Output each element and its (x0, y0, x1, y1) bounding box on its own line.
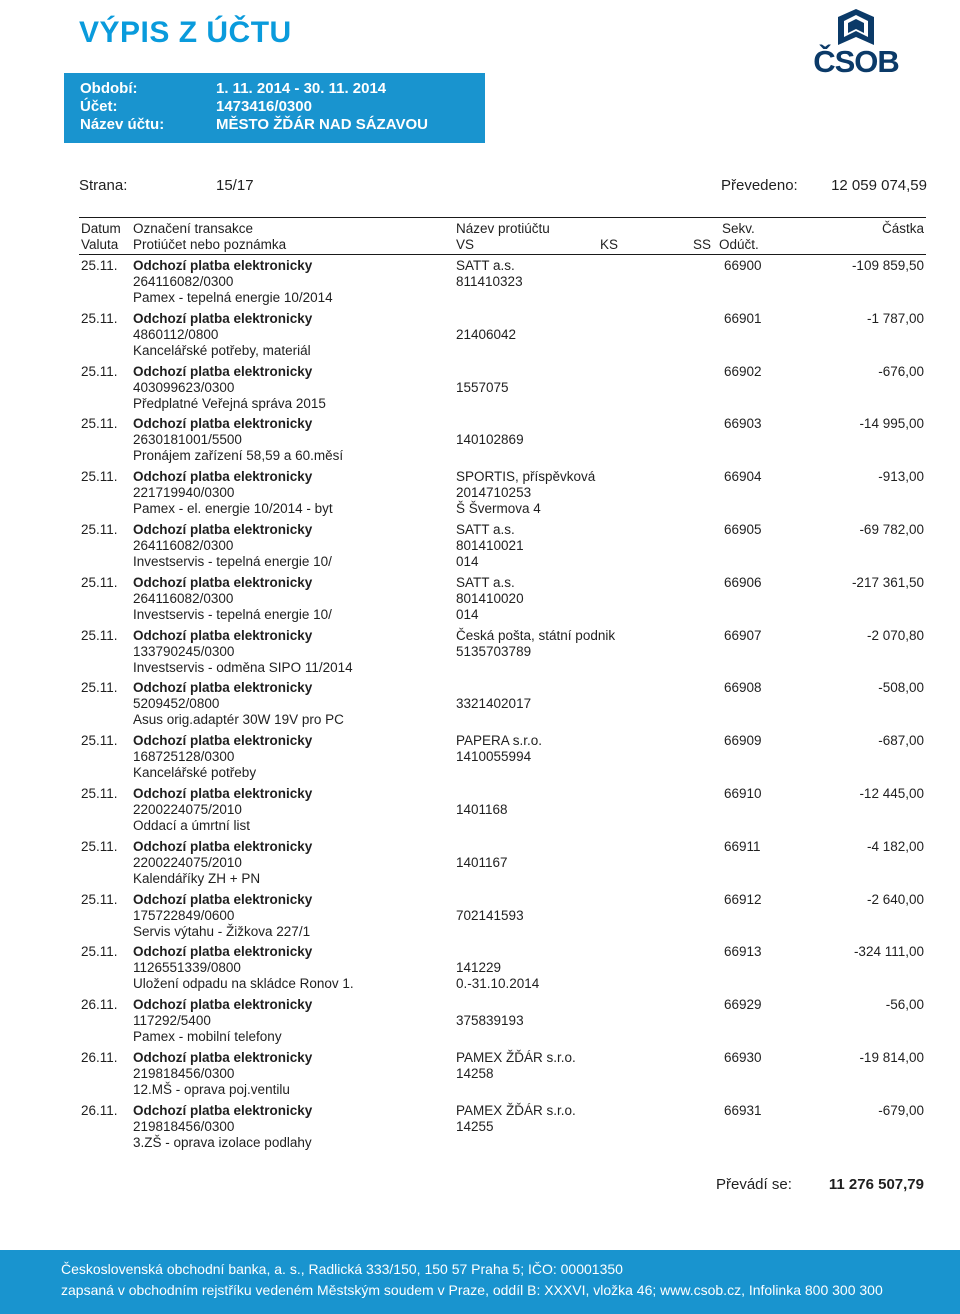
tx-counter-account: 2200224075/2010 (133, 854, 242, 870)
col-ss: SS (693, 237, 712, 252)
transaction-row (0, 786, 960, 838)
col-amount: Částka (881, 221, 924, 236)
tx-note: 3.ZŠ - oprava izolace podlahy (133, 1134, 312, 1150)
page-number: 15/17 (216, 177, 254, 194)
tx-seq: 66903 (724, 416, 762, 432)
tx-date: 25.11. (81, 258, 118, 273)
tx-type: Odchozí platba elektronicky (133, 363, 313, 379)
tx-seq: 66913 (724, 944, 762, 960)
statement-title: VÝPIS Z ÚČTU (79, 16, 292, 49)
tx-seq: 66911 (724, 838, 761, 854)
tx-counter-account: 221719940/0300 (133, 485, 235, 501)
tx-type: Odchozí platba elektronicky (133, 627, 313, 643)
tx-note: Kalendáříky ZH + PN (133, 870, 261, 886)
period-value: 1. 11. 2014 - 30. 11. 2014 (216, 80, 387, 97)
tx-counter-name: PAMEX ŽĎÁR s.r.o. (456, 1102, 576, 1118)
tx-extra: 0.-31.10.2014 (456, 976, 540, 992)
tx-counter-name: SATT a.s. (456, 522, 515, 537)
col-vs: VS (456, 237, 475, 252)
tx-seq: 66906 (724, 574, 762, 590)
tx-counter-name: Česká pošta, státní podnik (456, 627, 616, 643)
tx-type: Odchozí platba elektronicky (133, 786, 313, 801)
tx-counter-name: SATT a.s. (456, 574, 515, 590)
tx-counter-account: 117292/5400 (133, 1013, 211, 1029)
tx-symbol: 140102869 (456, 432, 524, 448)
tx-type: Odchozí platba elektronicky (133, 469, 313, 485)
tx-type: Odchozí platba elektronicky (133, 574, 313, 590)
tx-note: Investservis - tepelná energie 10/ (133, 554, 332, 569)
period-label: Období: (80, 80, 138, 97)
tx-counter-name: SPORTIS, příspěvková (456, 469, 596, 485)
tx-note: Pronájem zařízení 58,59 a 60.měsí (133, 448, 344, 464)
tx-symbol: 5135703789 (456, 643, 532, 659)
tx-counter-account: 168725128/0300 (133, 749, 235, 765)
transaction-row (0, 575, 960, 627)
tx-amount: -217 361,50 (851, 574, 924, 590)
tx-type: Odchozí platba elektronicky (133, 1050, 313, 1065)
tx-amount: -324 111,00 (853, 944, 924, 960)
tx-note: Investservis - tepelná energie 10/ (133, 606, 332, 622)
tx-counter-account: 2630181001/5500 (133, 432, 242, 448)
transaction-row (0, 364, 960, 416)
tx-note: Oddací a úmrtní list (133, 818, 251, 833)
transaction-row (0, 892, 960, 944)
tx-symbol: 14258 (456, 1066, 494, 1081)
header-top-rule (79, 217, 926, 218)
tx-type: Odchozí platba elektronicky (133, 416, 313, 432)
tx-seq: 66900 (724, 258, 762, 273)
tx-amount: -12 445,00 (859, 786, 924, 801)
col-ks: KS (600, 237, 619, 252)
tx-type: Odchozí platba elektronicky (133, 944, 313, 960)
tx-counter-account: 175722849/0600 (133, 907, 235, 923)
tx-amount: -4 182,00 (866, 838, 924, 854)
tx-counter-account: 219818456/0300 (133, 1118, 235, 1134)
tx-seq: 66902 (724, 363, 762, 379)
tx-seq: 66905 (724, 522, 762, 537)
tx-counter-account: 4860112/0800 (133, 326, 219, 342)
tx-amount: -2 070,80 (866, 627, 924, 643)
col-counter-name: Název protiúčtu (456, 221, 550, 236)
tx-date: 25.11. (81, 310, 118, 326)
account-number: 1473416/0300 (216, 98, 312, 115)
account-name-label: Název účtu: (80, 116, 165, 133)
tx-date: 25.11. (81, 944, 118, 960)
tx-date: 25.11. (81, 838, 118, 854)
tx-symbol: 1410055994 (456, 749, 532, 765)
transaction-row (0, 469, 960, 521)
tx-counter-account: 5209452/0800 (133, 696, 220, 712)
col-deducted: Odúčt. (719, 237, 759, 252)
transaction-row (0, 522, 960, 574)
transaction-row (0, 944, 960, 996)
tx-date: 25.11. (81, 574, 118, 590)
tx-symbol: 375839193 (456, 1013, 524, 1029)
tx-amount: -508,00 (878, 680, 924, 696)
tx-note: Uložení odpadu na skládce Ronov 1. (133, 976, 354, 992)
tx-symbol: 14255 (456, 1118, 494, 1134)
account-info-box (64, 73, 485, 143)
tx-amount: -109 859,50 (851, 258, 924, 273)
tx-seq: 66931 (724, 1102, 762, 1118)
tx-symbol: 801410021 (456, 538, 524, 553)
tx-amount: -69 782,00 (859, 522, 924, 537)
tx-seq: 66901 (724, 310, 762, 326)
tx-extra: Š Švermova 4 (456, 501, 541, 517)
tx-symbol: 3321402017 (456, 696, 532, 712)
carry-over-label: Převádí se: (716, 1176, 792, 1193)
tx-seq: 66930 (724, 1050, 762, 1065)
tx-note: 12.MŠ - oprava poj.ventilu (133, 1082, 290, 1097)
tx-counter-account: 219818456/0300 (133, 1066, 235, 1081)
transaction-row (0, 628, 960, 680)
tx-type: Odchozí platba elektronicky (133, 680, 313, 696)
tx-date: 25.11. (81, 416, 118, 432)
tx-counter-account: 264116082/0300 (133, 590, 234, 606)
account-label: Účet: (80, 98, 118, 115)
tx-type: Odchozí platba elektronicky (133, 310, 313, 326)
transaction-row (0, 1050, 960, 1102)
tx-type: Odchozí platba elektronicky (133, 891, 313, 907)
transaction-row (0, 839, 960, 891)
tx-counter-account: 2200224075/2010 (133, 802, 242, 817)
tx-note: Pamex - el. energie 10/2014 - byt (133, 501, 333, 517)
tx-note: Kancelářské potřeby (133, 765, 257, 781)
tx-symbol: 1401168 (456, 802, 508, 817)
tx-symbol: 2014710253 (456, 485, 532, 501)
tx-seq: 66908 (724, 680, 762, 696)
tx-date: 26.11. (81, 997, 118, 1013)
tx-date: 25.11. (81, 891, 118, 907)
footer-line-1: Československá obchodní banka, a. s., Radlická 333/150, 150 57 Praha 5; IČO: 00001350 (61, 1261, 623, 1277)
csob-logo-text: ČSOB (813, 44, 899, 79)
col-seq: Sekv. (722, 221, 755, 236)
tx-type: Odchozí platba elektronicky (133, 997, 313, 1013)
tx-type: Odchozí platba elektronicky (133, 522, 313, 537)
tx-extra: 014 (456, 554, 479, 569)
tx-counter-account: 264116082/0300 (133, 274, 234, 289)
tx-amount: -19 814,00 (859, 1050, 924, 1065)
header-bottom-rule (79, 254, 926, 255)
tx-extra: 014 (456, 606, 479, 622)
account-name-value: MĚSTO ŽĎÁR NAD SÁZAVOU (216, 116, 428, 133)
tx-symbol: 811410323 (456, 274, 523, 289)
tx-symbol: 801410020 (456, 590, 524, 606)
tx-amount: -676,00 (878, 363, 924, 379)
tx-note: Pamex - mobilní telefony (133, 1029, 282, 1045)
tx-counter-account: 133790245/0300 (133, 643, 235, 659)
tx-type: Odchozí platba elektronicky (133, 1102, 313, 1118)
tx-amount: -687,00 (878, 733, 924, 749)
tx-type: Odchozí platba elektronicky (133, 258, 313, 273)
tx-counter-account: 1126551339/0800 (133, 960, 241, 976)
tx-symbol: 141229 (456, 960, 502, 976)
tx-amount: -1 787,00 (866, 310, 924, 326)
tx-seq: 66912 (724, 891, 762, 907)
tx-seq: 66907 (724, 627, 762, 643)
tx-amount: -14 995,00 (859, 416, 924, 432)
tx-seq: 66910 (724, 786, 762, 801)
carried-forward-label: Převedeno: (721, 177, 798, 194)
tx-counter-account: 403099623/0300 (133, 379, 235, 395)
tx-type: Odchozí platba elektronicky (133, 838, 313, 854)
transaction-row (0, 311, 960, 363)
tx-amount: -2 640,00 (866, 891, 924, 907)
tx-type: Odchozí platba elektronicky (133, 733, 313, 749)
tx-counter-name: PAPERA s.r.o. (456, 733, 543, 749)
tx-date: 25.11. (81, 627, 118, 643)
transaction-row (0, 680, 960, 732)
tx-symbol: 21406042 (456, 326, 517, 342)
tx-note: Asus orig.adaptér 30W 19V pro PC (133, 712, 344, 728)
tx-date: 25.11. (81, 680, 118, 696)
tx-amount: -913,00 (878, 469, 924, 485)
tx-date: 25.11. (81, 786, 118, 801)
tx-note: Kancelářské potřeby, materiál (133, 342, 311, 358)
tx-note: Pamex - tepelná energie 10/2014 (133, 290, 333, 305)
col-value-date: Valuta (81, 237, 119, 252)
tx-date: 25.11. (81, 469, 118, 485)
tx-date: 26.11. (81, 1102, 118, 1118)
tx-seq: 66909 (724, 733, 762, 749)
transaction-row (0, 1103, 960, 1155)
tx-counter-name: PAMEX ŽĎÁR s.r.o. (456, 1050, 576, 1065)
bank-footer (0, 1250, 960, 1314)
tx-seq: 66904 (724, 469, 762, 485)
tx-seq: 66929 (724, 997, 762, 1013)
tx-symbol: 702141593 (456, 907, 524, 923)
transaction-row (0, 997, 960, 1049)
col-tx-type: Označení transakce (133, 221, 254, 236)
tx-date: 25.11. (81, 363, 118, 379)
carry-over-value: 11 276 507,79 (828, 1176, 924, 1193)
tx-symbol: 1557075 (456, 379, 509, 395)
tx-note: Předplatné Veřejná správa 2015 (133, 395, 326, 411)
page-label: Strana: (79, 177, 128, 194)
transaction-row (0, 733, 960, 785)
tx-symbol: 1401167 (456, 854, 508, 870)
tx-note: Investservis - odměna SIPO 11/2014 (133, 659, 353, 675)
tx-date: 26.11. (81, 1050, 118, 1065)
tx-counter-account: 264116082/0300 (133, 538, 234, 553)
col-counter-account: Protiúčet nebo poznámka (133, 237, 287, 252)
transaction-row (0, 416, 960, 468)
carried-forward-value: 12 059 074,59 (831, 177, 927, 194)
footer-line-2: zapsaná v obchodním rejstříku vedeném Městským soudem v Praze, oddíl B: XXXVI, vložka 46; www.csob.cz, Infolinka 800 300 300 (61, 1282, 883, 1298)
tx-amount: -56,00 (885, 997, 924, 1013)
tx-counter-name: SATT a.s. (456, 258, 515, 273)
col-date: Datum (81, 221, 121, 236)
tx-date: 25.11. (81, 522, 118, 537)
tx-date: 25.11. (81, 733, 118, 749)
tx-amount: -679,00 (878, 1102, 924, 1118)
transaction-row (0, 258, 960, 310)
tx-note: Servis výtahu - Žižkova 227/1 (133, 923, 311, 939)
